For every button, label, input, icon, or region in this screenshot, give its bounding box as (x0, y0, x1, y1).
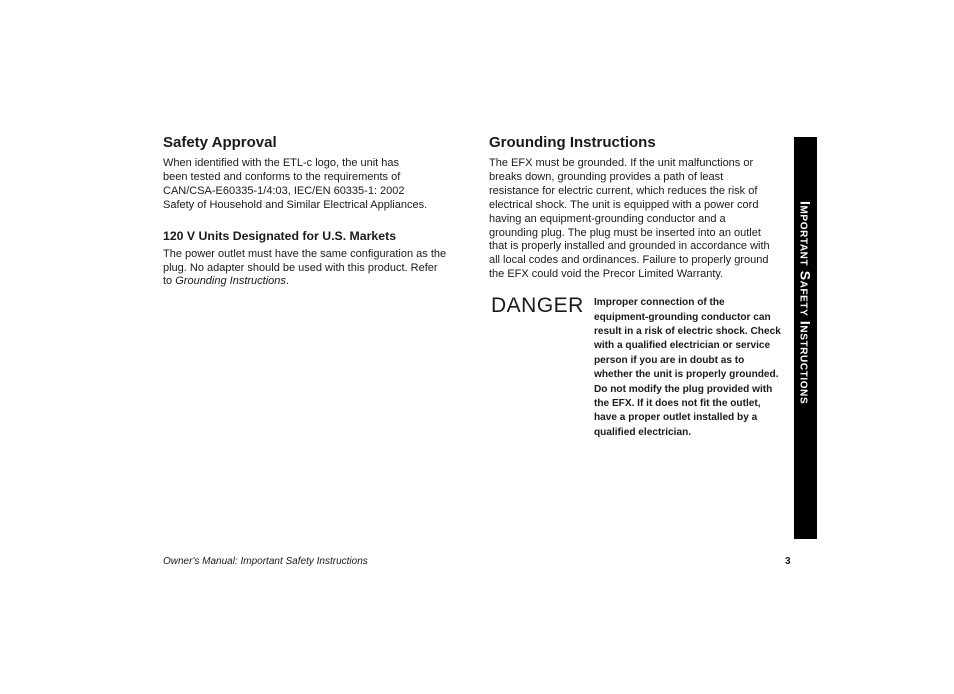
danger-notice (489, 294, 785, 444)
side-tab-label: Important Safety Instructions (797, 201, 814, 405)
text-line: with a qualified electrician or service (594, 340, 771, 352)
text-line: Safety of Household and Similar Electrical Appliances. (163, 198, 428, 211)
safety-approval-heading: Safety Approval (163, 134, 277, 151)
text-line: equipment-grounding conductor can (594, 311, 771, 323)
text-fragment: to (163, 275, 176, 288)
text-line: result in a risk of electric shock. Check (594, 325, 781, 337)
text-line: grounding plug. The plug must be inserted into an outlet (489, 226, 761, 239)
grounding-instructions-reference: Grounding Instructions (175, 275, 286, 288)
safety-approval-paragraph (163, 157, 463, 213)
footer-title: Owner's Manual: Important Safety Instructions (163, 556, 368, 567)
text-line: the EFX could void the Precor Limited Warranty. (489, 268, 724, 281)
text-line: plug. No adapter should be used with this product. Refer (163, 261, 438, 274)
grounding-instructions-heading: Grounding Instructions (489, 134, 656, 151)
text-line: person if you are in doubt as to (594, 354, 745, 366)
text-line: Do not modify the plug provided with (594, 383, 773, 395)
right-column (489, 134, 785, 444)
page-number: 3 (785, 556, 791, 567)
text-line: been tested and conforms to the requirements of (163, 170, 401, 183)
left-column (163, 134, 463, 289)
text-line: The power outlet must have the same configuration as the (163, 247, 447, 260)
text-line: CAN/CSA-E60335-1/4:03, IEC/EN 60335-1: 2002 (163, 184, 405, 197)
text-line: having an equipment-grounding conductor and a (489, 212, 726, 225)
text-line: resistance for electric current, which reduces the risk of (489, 184, 758, 197)
text-line: have a proper outlet installed by a (594, 412, 758, 424)
text-line: qualified electrician. (594, 426, 692, 438)
text-line: the EFX. If it does not fit the outlet, (594, 398, 761, 409)
danger-text (594, 296, 786, 440)
text-line: Improper connection of the (594, 297, 725, 309)
text-line: all local codes and ordinances. Failure to properly ground (489, 254, 769, 267)
text-line: The EFX must be grounded. If the unit malfunctions or (489, 157, 754, 169)
danger-label: DANGER (491, 294, 584, 318)
text-line: that is properly installed and grounded in accordance with (489, 240, 770, 253)
section-side-tab (794, 137, 817, 539)
text-line: breaks down, grounding provides a path of least (489, 170, 724, 183)
text-fragment: . (285, 275, 289, 288)
text-line: When identified with the ETL-c logo, the unit has (163, 157, 400, 169)
us-markets-paragraph (163, 248, 463, 290)
us-markets-subheading: 120 V Units Designated for U.S. Markets (163, 228, 397, 243)
text-line: whether the unit is properly grounded. (594, 369, 779, 381)
text-line: electrical shock. The unit is equipped with a power cord (489, 198, 759, 211)
grounding-paragraph (489, 157, 785, 282)
